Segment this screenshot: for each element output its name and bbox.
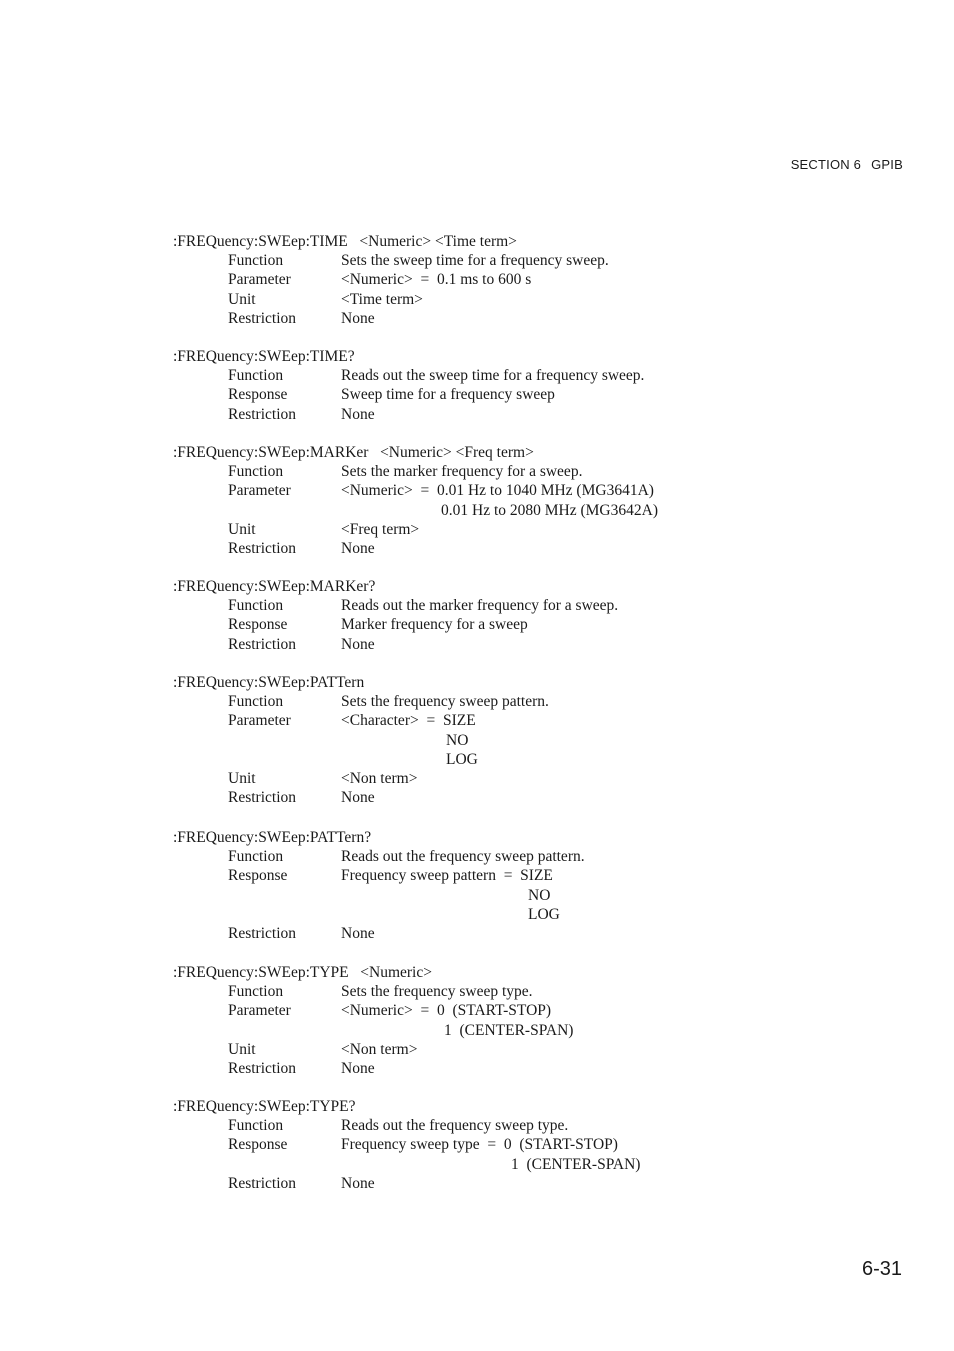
spec-label: Function	[228, 693, 284, 711]
spec-label: Restriction	[228, 405, 297, 423]
section-header	[791, 157, 903, 172]
spec-label: Parameter	[228, 482, 291, 500]
command-block	[173, 232, 813, 328]
command-title: :FREQuency:SWEep:TYPE <Numeric>	[173, 964, 432, 981]
spec-label: Unit	[228, 1040, 256, 1058]
spec-row-continuation	[173, 905, 813, 924]
command-title: :FREQuency:SWEep:MARKer?	[173, 578, 376, 595]
spec-label: Response	[228, 616, 288, 634]
spec-label: Function	[228, 367, 284, 385]
spec-value: None	[341, 405, 375, 423]
spec-row	[173, 1040, 813, 1059]
spec-row-continuation	[173, 750, 813, 769]
spec-row	[173, 982, 813, 1001]
spec-label: Unit	[228, 769, 256, 787]
spec-value: Sets the frequency sweep type.	[341, 983, 533, 1001]
page-number: 6-31	[861, 1258, 902, 1280]
spec-row	[173, 866, 813, 885]
spec-row	[173, 462, 813, 481]
spec-value: Reads out the frequency sweep type.	[341, 1117, 569, 1135]
spec-value: Frequency sweep pattern = SIZE	[341, 867, 553, 885]
spec-label: Unit	[228, 520, 256, 538]
spec-label: Parameter	[228, 271, 291, 289]
spec-label: Restriction	[228, 635, 297, 653]
spec-value: Reads out the marker frequency for a sweep.	[341, 597, 619, 615]
spec-value-continuation: NO	[446, 731, 469, 749]
spec-value: Sweep time for a frequency sweep	[341, 386, 555, 404]
command-block	[173, 347, 813, 424]
spec-row	[173, 924, 813, 943]
command-block	[173, 577, 813, 654]
spec-value: <Numeric> = 0 (START-STOP)	[341, 1002, 552, 1020]
spec-row	[173, 1174, 813, 1193]
spec-row	[173, 711, 813, 730]
spec-row	[173, 615, 813, 634]
spec-label: Restriction	[228, 789, 297, 807]
command-title: :FREQuency:SWEep:MARKer <Numeric> <Freq term>	[173, 444, 534, 461]
spec-value: Sets the sweep time for a frequency sweep.	[341, 252, 609, 270]
command-block	[173, 443, 813, 558]
section-label: SECTION 6	[790, 157, 862, 172]
spec-row	[173, 1059, 813, 1078]
command-title: :FREQuency:SWEep:TYPE?	[173, 1098, 356, 1115]
command-title: :FREQuency:SWEep:TIME <Numeric> <Time term>	[173, 233, 517, 250]
spec-row-continuation	[173, 501, 813, 520]
spec-value: Sets the marker frequency for a sweep.	[341, 463, 583, 481]
command-block	[173, 828, 813, 943]
spec-row	[173, 769, 813, 788]
spec-value: <Time term>	[341, 290, 423, 308]
spec-value: <Numeric> = 0.1 ms to 600 s	[341, 271, 532, 289]
spec-value: <Non term>	[341, 1040, 418, 1058]
spec-row	[173, 251, 813, 270]
spec-label: Response	[228, 867, 288, 885]
spec-value-continuation: LOG	[446, 750, 478, 768]
spec-value: None	[341, 789, 375, 807]
spec-value-continuation: NO	[528, 886, 551, 904]
spec-label: Unit	[228, 290, 256, 308]
spec-value: <Non term>	[341, 769, 418, 787]
spec-value: Reads out the frequency sweep pattern.	[341, 848, 585, 866]
spec-label: Restriction	[228, 924, 297, 942]
spec-value: Frequency sweep type = 0 (START-STOP)	[341, 1136, 618, 1154]
spec-value: None	[341, 635, 375, 653]
spec-value: Reads out the sweep time for a frequency sweep.	[341, 367, 645, 385]
spec-label: Function	[228, 1117, 284, 1135]
spec-value: None	[341, 539, 375, 557]
spec-value: None	[341, 1174, 375, 1192]
spec-row	[173, 847, 813, 866]
spec-value: None	[341, 924, 375, 942]
spec-row	[173, 520, 813, 539]
spec-value: None	[341, 309, 375, 327]
spec-row	[173, 539, 813, 558]
command-title: :FREQuency:SWEep:PATTern?	[173, 829, 372, 846]
spec-label: Function	[228, 848, 284, 866]
spec-row	[173, 270, 813, 289]
spec-row	[173, 309, 813, 328]
spec-row	[173, 788, 813, 807]
spec-row	[173, 290, 813, 309]
spec-label: Function	[228, 463, 284, 481]
chapter-label: GPIB	[871, 157, 903, 172]
spec-label: Restriction	[228, 539, 297, 557]
spec-row-continuation	[173, 731, 813, 750]
spec-row	[173, 366, 813, 385]
spec-value-continuation: 1 (CENTER-SPAN)	[511, 1155, 641, 1173]
spec-row	[173, 481, 813, 500]
spec-label: Response	[228, 1136, 288, 1154]
spec-value-continuation: 0.01 Hz to 2080 MHz (MG3642A)	[441, 501, 658, 519]
spec-row-continuation	[173, 886, 813, 905]
spec-label: Parameter	[228, 1002, 291, 1020]
spec-row	[173, 692, 813, 711]
spec-row	[173, 1135, 813, 1154]
spec-label: Parameter	[228, 712, 291, 730]
spec-value-continuation: LOG	[528, 905, 560, 923]
command-title: :FREQuency:SWEep:TIME?	[173, 348, 355, 365]
spec-row-continuation	[173, 1155, 813, 1174]
spec-value: Marker frequency for a sweep	[341, 616, 528, 634]
spec-label: Response	[228, 386, 288, 404]
spec-value: <Freq term>	[341, 520, 420, 538]
spec-value: None	[341, 1059, 375, 1077]
command-title: :FREQuency:SWEep:PATTern	[173, 674, 365, 691]
spec-label: Restriction	[228, 1174, 297, 1192]
command-block	[173, 963, 813, 1078]
spec-label: Function	[228, 252, 284, 270]
command-block	[173, 1097, 813, 1193]
spec-row	[173, 385, 813, 404]
spec-value-continuation: 1 (CENTER-SPAN)	[444, 1021, 574, 1039]
spec-row	[173, 596, 813, 615]
spec-row-continuation	[173, 1021, 813, 1040]
spec-row	[173, 1116, 813, 1135]
command-block	[173, 673, 813, 807]
spec-row	[173, 635, 813, 654]
spec-label: Function	[228, 983, 284, 1001]
spec-label: Restriction	[228, 1059, 297, 1077]
spec-value: <Character> = SIZE	[341, 712, 476, 730]
spec-label: Restriction	[228, 309, 297, 327]
spec-value: <Numeric> = 0.01 Hz to 1040 MHz (MG3641A)	[341, 482, 654, 500]
spec-row	[173, 405, 813, 424]
spec-label: Function	[228, 597, 284, 615]
spec-row	[173, 1001, 813, 1020]
spec-value: Sets the frequency sweep pattern.	[341, 693, 549, 711]
